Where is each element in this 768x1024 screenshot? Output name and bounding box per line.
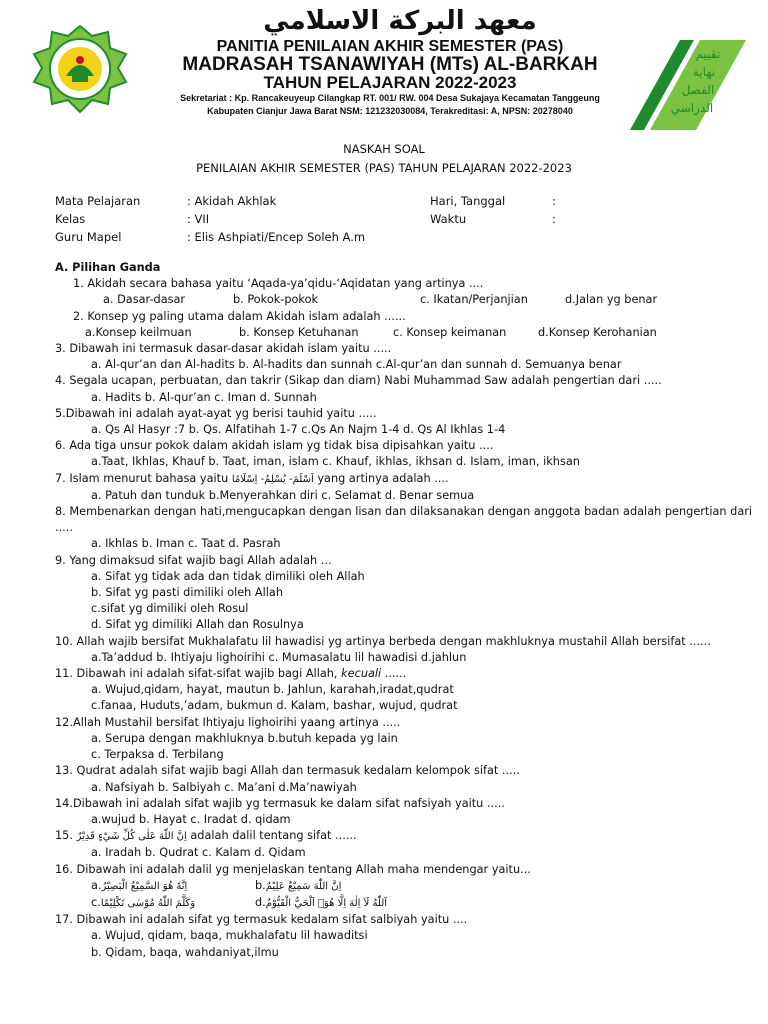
- exam-header: [0, 0, 768, 132]
- question-10: 10. Allah wajib bersifat Mukhalafatu lil hawadisi yg artinya berbeda dengan makhluknya mustahil Allah bersifat ......: [55, 634, 711, 648]
- title-pas: PENILAIAN AKHIR SEMESTER (PAS) TAHUN PELAJARAN 2022-2023: [196, 161, 572, 175]
- question-7-options: a. Patuh dan tunduk b.Menyerahkan diri c. Selamat d. Benar semua: [91, 488, 475, 502]
- question-5: 5.Dibawah ini adalah ayat-ayat yg berisi tauhid yaitu .....: [55, 406, 377, 420]
- right-logo-text-3: الفصل: [681, 83, 715, 97]
- madrasah-logo-left: [22, 24, 138, 114]
- header-line-school: MADRASAH TSANAWIYAH (MTs) AL-BARKAH: [182, 54, 598, 75]
- question-1: 1. Akidah secara bahasa yaitu ‘Aqada-ya’qidu-‘Aqidatan yang artinya ....: [73, 277, 484, 291]
- question-2: 2. Konsep yg paling utama dalam Akidah islam adalah ......: [73, 309, 406, 323]
- question-11-kecuali: kecuali: [341, 667, 382, 681]
- question-15: 15. اِنَّ اللّٰهَ عَلٰى كُلِّ شَيْءٍ قَدِيْرٌ adalah dalil tentang sifat ......: [55, 829, 357, 843]
- meta-left: [55, 192, 365, 246]
- question-13: 13. Qudrat adalah sifat wajib bagi Allah dan termasuk kedalam kelompok sifat .....: [55, 764, 520, 778]
- question-11-options-1: a. Wujud,qidam, hayat, mautun b. Jahlun, karahah,iradat,qudrat: [91, 683, 454, 697]
- question-9: 9. Yang dimaksud sifat wajib bagi Allah adalah ...: [55, 553, 332, 567]
- question-list: [55, 260, 755, 961]
- meta-row-class: Kelas : VII: [55, 212, 210, 226]
- question-9-option-c: c.sifat yg dimiliki oleh Rosul: [91, 602, 249, 616]
- header-line-committee: PANITIA PENILAIAN AKHIR SEMESTER (PAS): [216, 38, 564, 55]
- question-11-options-2: c.fanaa, Huduts,’adam, bukmun d. Kalam, bashar, wujud, qudrat: [91, 699, 458, 713]
- meta-row-subject: Mata Pelajaran : Akidah Akhlak: [55, 194, 277, 208]
- question-16: 16. Dibawah ini adalah dalil yg menjelaskan tentang Allah maha mendengar yaitu...: [55, 862, 531, 876]
- question-3: 3. Dibawah ini termasuk dasar-dasar akidah islam yaitu .....: [55, 342, 392, 356]
- question-17-option-a: a. Wujud, qidam, baqa, mukhalafatu lil hawaditsi: [91, 929, 368, 943]
- meta-row-time: Waktu :: [430, 212, 556, 226]
- meta-row-date: Hari, Tanggal :: [430, 194, 556, 208]
- question-6-options: a.Taat, Ikhlas, Khauf b. Taat, iman, islam c. Khauf, ikhlas, ikhsan d. Islam, iman, ikhsan: [91, 455, 580, 469]
- question-3-options: a. Al-qur’an dan Al-hadits b. Al-hadits dan sunnah c.Al-qur’an dan sunnah d. Semuanya benar: [91, 358, 622, 372]
- question-7: 7. Islam menurut bahasa yaitu اَسْلَمَ- يُسْلِمُ- اِسْلَامًا yang artinya adalah ....: [55, 471, 449, 485]
- question-7-arabic: اَسْلَمَ- يُسْلِمُ- اِسْلَامًا: [231, 473, 314, 485]
- header-line-accreditation: Kabupaten Cianjur Jawa Barat NSM: 121232030084, Terakreditasi: A, NPSN: 20278040: [207, 106, 573, 116]
- meta-right: [430, 192, 556, 228]
- meta-row-teacher: Guru Mapel : Elis Ashpiati/Encep Soleh A.m: [55, 230, 366, 244]
- question-16-options-cd: c.وَكَلَّمَ اللّٰهُ مُوْسٰى تَكْلِيْمًا d.اَللّٰهُ لَآ اِلٰهَ اِلَّا هُوَۚ اَلْحَيُّ الْقَيُّوْمُ: [91, 895, 388, 909]
- question-16-options-ab: a.اِنَّهٗ هُوَ السَّمِيْعُ الْبَصِيْرُ b.اِنَّ اللّٰهَ سَمِيْعٌ عَلِيْمٌ: [91, 878, 342, 892]
- question-14: 14.Dibawah ini adalah sifat wajib yg termasuk ke dalam sifat nafsiyah yaitu .....: [55, 796, 505, 810]
- question-15-options: a. Iradah b. Qudrat c. Kalam d. Qidam: [91, 846, 306, 860]
- question-4: 4. Segala ucapan, perbuatan, dan takrir (Sikap dan diam) Nabi Muhammad Saw adalah pengertian dari .....: [55, 374, 662, 388]
- question-9-option-d: d. Sifat yg dimiliki Allah dan Rosulnya: [91, 618, 304, 632]
- question-4-options: a. Hadits b. Al-qur’an c. Iman d. Sunnah: [91, 390, 317, 404]
- question-17-option-b: b. Qidam, baqa, wahdaniyat,ilmu: [91, 945, 279, 959]
- title-naskah-soal: NASKAH SOAL: [343, 142, 425, 156]
- question-12-options-2: c. Terpaksa d. Terbilang: [91, 748, 224, 762]
- right-logo-text-2: نهاية: [692, 65, 716, 79]
- arabic-institution-name: معهد البركة الاسلامي: [263, 6, 537, 36]
- question-12-options-1: a. Serupa dengan makhluknya b.butuh kepada yg lain: [91, 731, 398, 745]
- document-title: [0, 140, 768, 178]
- header-line-address: Sekretariat : Kp. Rancakeuyeup Cilangkap RT. 001/ RW. 004 Desa Sukajaya Kecamatan Tanggeung: [180, 93, 600, 103]
- question-9-option-b: b. Sifat yg pasti dimiliki oleh Allah: [91, 586, 284, 600]
- question-6: 6. Ada tiga unsur pokok dalam akidah islam yg tidak bisa dipisahkan yaitu ....: [55, 439, 494, 453]
- question-13-options: a. Nafsiyah b. Salbiyah c. Ma’ani d.Ma’nawiyah: [91, 780, 357, 794]
- question-2-options: a.Konsep keilmuan b. Konsep Ketuhanan c. Konsep keimanan d.Konsep Kerohanian: [85, 325, 657, 339]
- question-8-options: a. Ikhlas b. Iman c. Taat d. Pasrah: [91, 537, 281, 551]
- question-10-options: a.Ta’addud b. Ihtiyaju lighoirihi c. Mumasalatu lil hawadisi d.jahlun: [91, 650, 467, 664]
- question-17: 17. Dibawah ini adalah sifat yg termasuk kedalam sifat salbiyah yaitu ....: [55, 913, 468, 927]
- right-logo-text-4: الدراسي: [670, 101, 714, 115]
- header-line-year: TAHUN PELAJARAN 2022-2023: [263, 73, 517, 92]
- question-14-options: a.wujud b. Hayat c. Iradat d. qidam: [91, 812, 291, 826]
- question-11: 11. Dibawah ini adalah sifat-sifat wajib bagi Allah, kecuali ......: [55, 667, 407, 681]
- question-9-option-a: a. Sifat yg tidak ada dan tidak dimiliki oleh Allah: [91, 569, 365, 583]
- question-15-arabic: اِنَّ اللّٰهَ عَلٰى كُلِّ شَيْءٍ قَدِيْرٌ: [76, 831, 187, 843]
- question-5-options: a. Qs Al Hasyr :7 b. Qs. Alfatihah 1-7 c.Qs An Najm 1-4 d. Qs Al Ikhlas 1-4: [91, 423, 506, 437]
- section-multiple-choice: A. Pilihan Ganda: [55, 261, 161, 274]
- question-8: 8. Membenarkan dengan hati,mengucapkan dengan lisan dan dilaksanakan dengan anggota badan adalah pengertian dari .....: [55, 505, 753, 535]
- right-logo-text-1: تقييم: [695, 47, 721, 61]
- question-1-options: a. Dasar-dasar b. Pokok-pokok c. Ikatan/Perjanjian d.Jalan yg benar: [103, 293, 658, 307]
- question-12: 12.Allah Mustahil bersifat Ihtiyaju lighoirihi yaang artinya .....: [55, 715, 401, 729]
- exam-logo-right: [630, 30, 746, 130]
